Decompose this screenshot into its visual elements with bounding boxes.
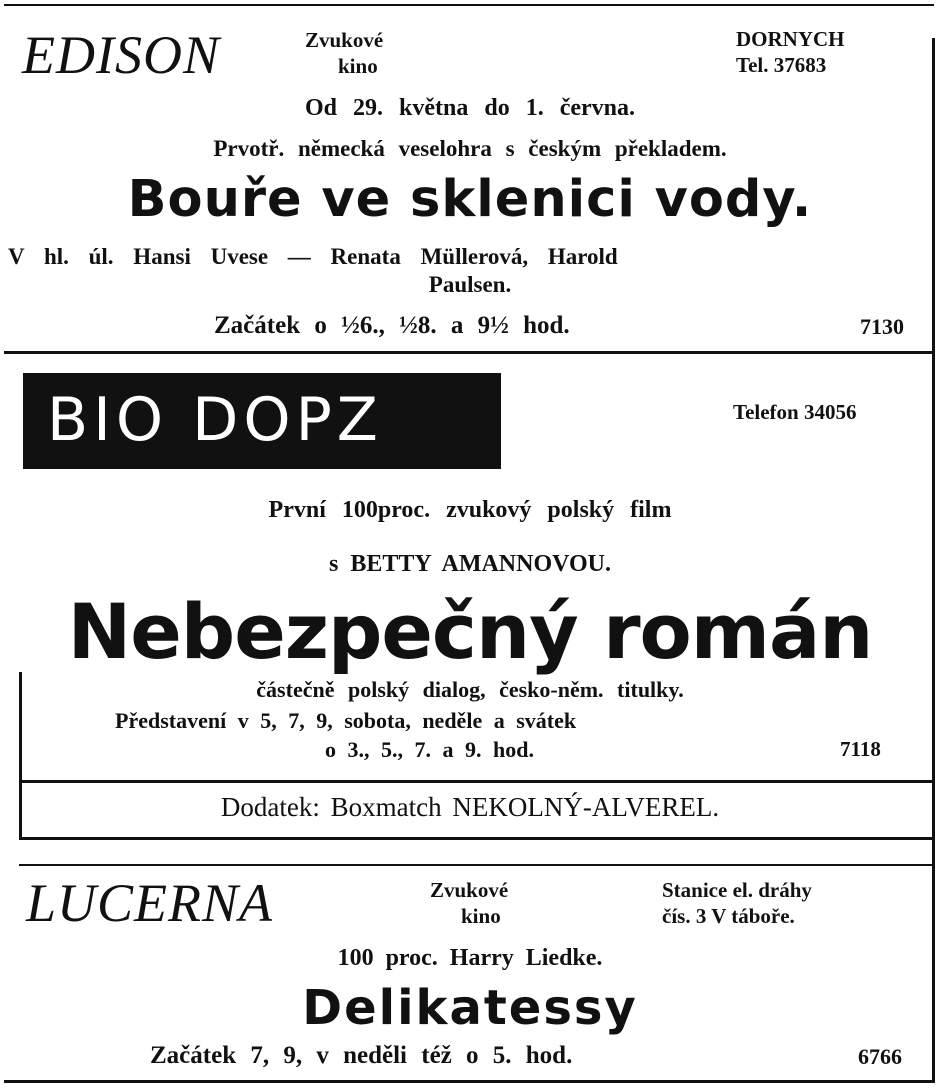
edison-phone: Tel. 37683 <box>736 53 827 77</box>
bio-supplement-bottom-rule <box>19 837 933 840</box>
lucerna-kind-line2: kino <box>461 904 501 928</box>
lucerna-tagline: 100 proc. Harry Liedke. <box>337 945 603 971</box>
edison-address: DORNYCH <box>736 27 845 51</box>
edison-kind-line1: Zvukové <box>305 28 384 52</box>
bio-supplement-top-rule <box>19 780 933 783</box>
edison-bottom-rule <box>4 351 934 354</box>
edison-showtimes: Začátek o ½6., ½8. a 9½ hod. <box>214 312 570 339</box>
edison-name: EDISON <box>22 25 220 85</box>
edison-kind-line2: kino <box>338 54 378 78</box>
bio-star: s BETTY AMANNOVOU. <box>329 551 611 577</box>
bio-dialog-note: částečně polský dialog, česko-něm. titulky. <box>256 677 684 702</box>
bio-screenings: Představení v 5, 7, 9, sobota, neděle a svátek <box>115 708 577 733</box>
lucerna-address: Stanice el. dráhy <box>662 878 812 902</box>
bio-film-title: Nebezpečný román <box>67 587 873 676</box>
bottom-rule <box>4 1080 934 1083</box>
lucerna-address-2: čís. 3 V táboře. <box>662 904 795 928</box>
bio-bottom-rule <box>19 864 933 866</box>
bio-logo-box <box>23 373 501 469</box>
bio-ref-number: 7118 <box>840 737 881 761</box>
lucerna-kind-line1: Zvukové <box>430 878 509 902</box>
edison-cast-line1: V hl. úl. Hansi Uvese — Renata Müllerová, Harold <box>8 244 618 269</box>
bio-phone: Telefon 34056 <box>733 400 857 424</box>
bio-screening-times: o 3., 5., 7. a 9. hod. <box>325 737 534 762</box>
lucerna-name: LUCERNA <box>26 873 274 933</box>
edison-premiere: Prvotř. německá veselohra s českým překladem. <box>213 136 727 161</box>
lucerna-film-title: Delikatessy <box>302 980 638 1036</box>
lucerna-showtimes: Začátek 7, 9, v neděli též o 5. hod. <box>150 1042 573 1069</box>
bio-supplement: Dodatek: Boxmatch NEKOLNÝ-ALVEREL. <box>220 792 720 822</box>
edison-film-title: Bouře ve sklenici vody. <box>127 170 813 229</box>
edison-dates: Od 29. května do 1. června. <box>304 95 635 121</box>
bio-logo-text: BIO DOPZ <box>47 385 383 455</box>
top-rule <box>4 4 934 6</box>
bio-tagline: První 100proc. zvukový polský film <box>268 497 672 523</box>
lucerna-ref-number: 6766 <box>858 1044 902 1069</box>
edison-ref-number: 7130 <box>860 314 904 339</box>
edison-cast-line2: Paulsen. <box>428 272 512 297</box>
